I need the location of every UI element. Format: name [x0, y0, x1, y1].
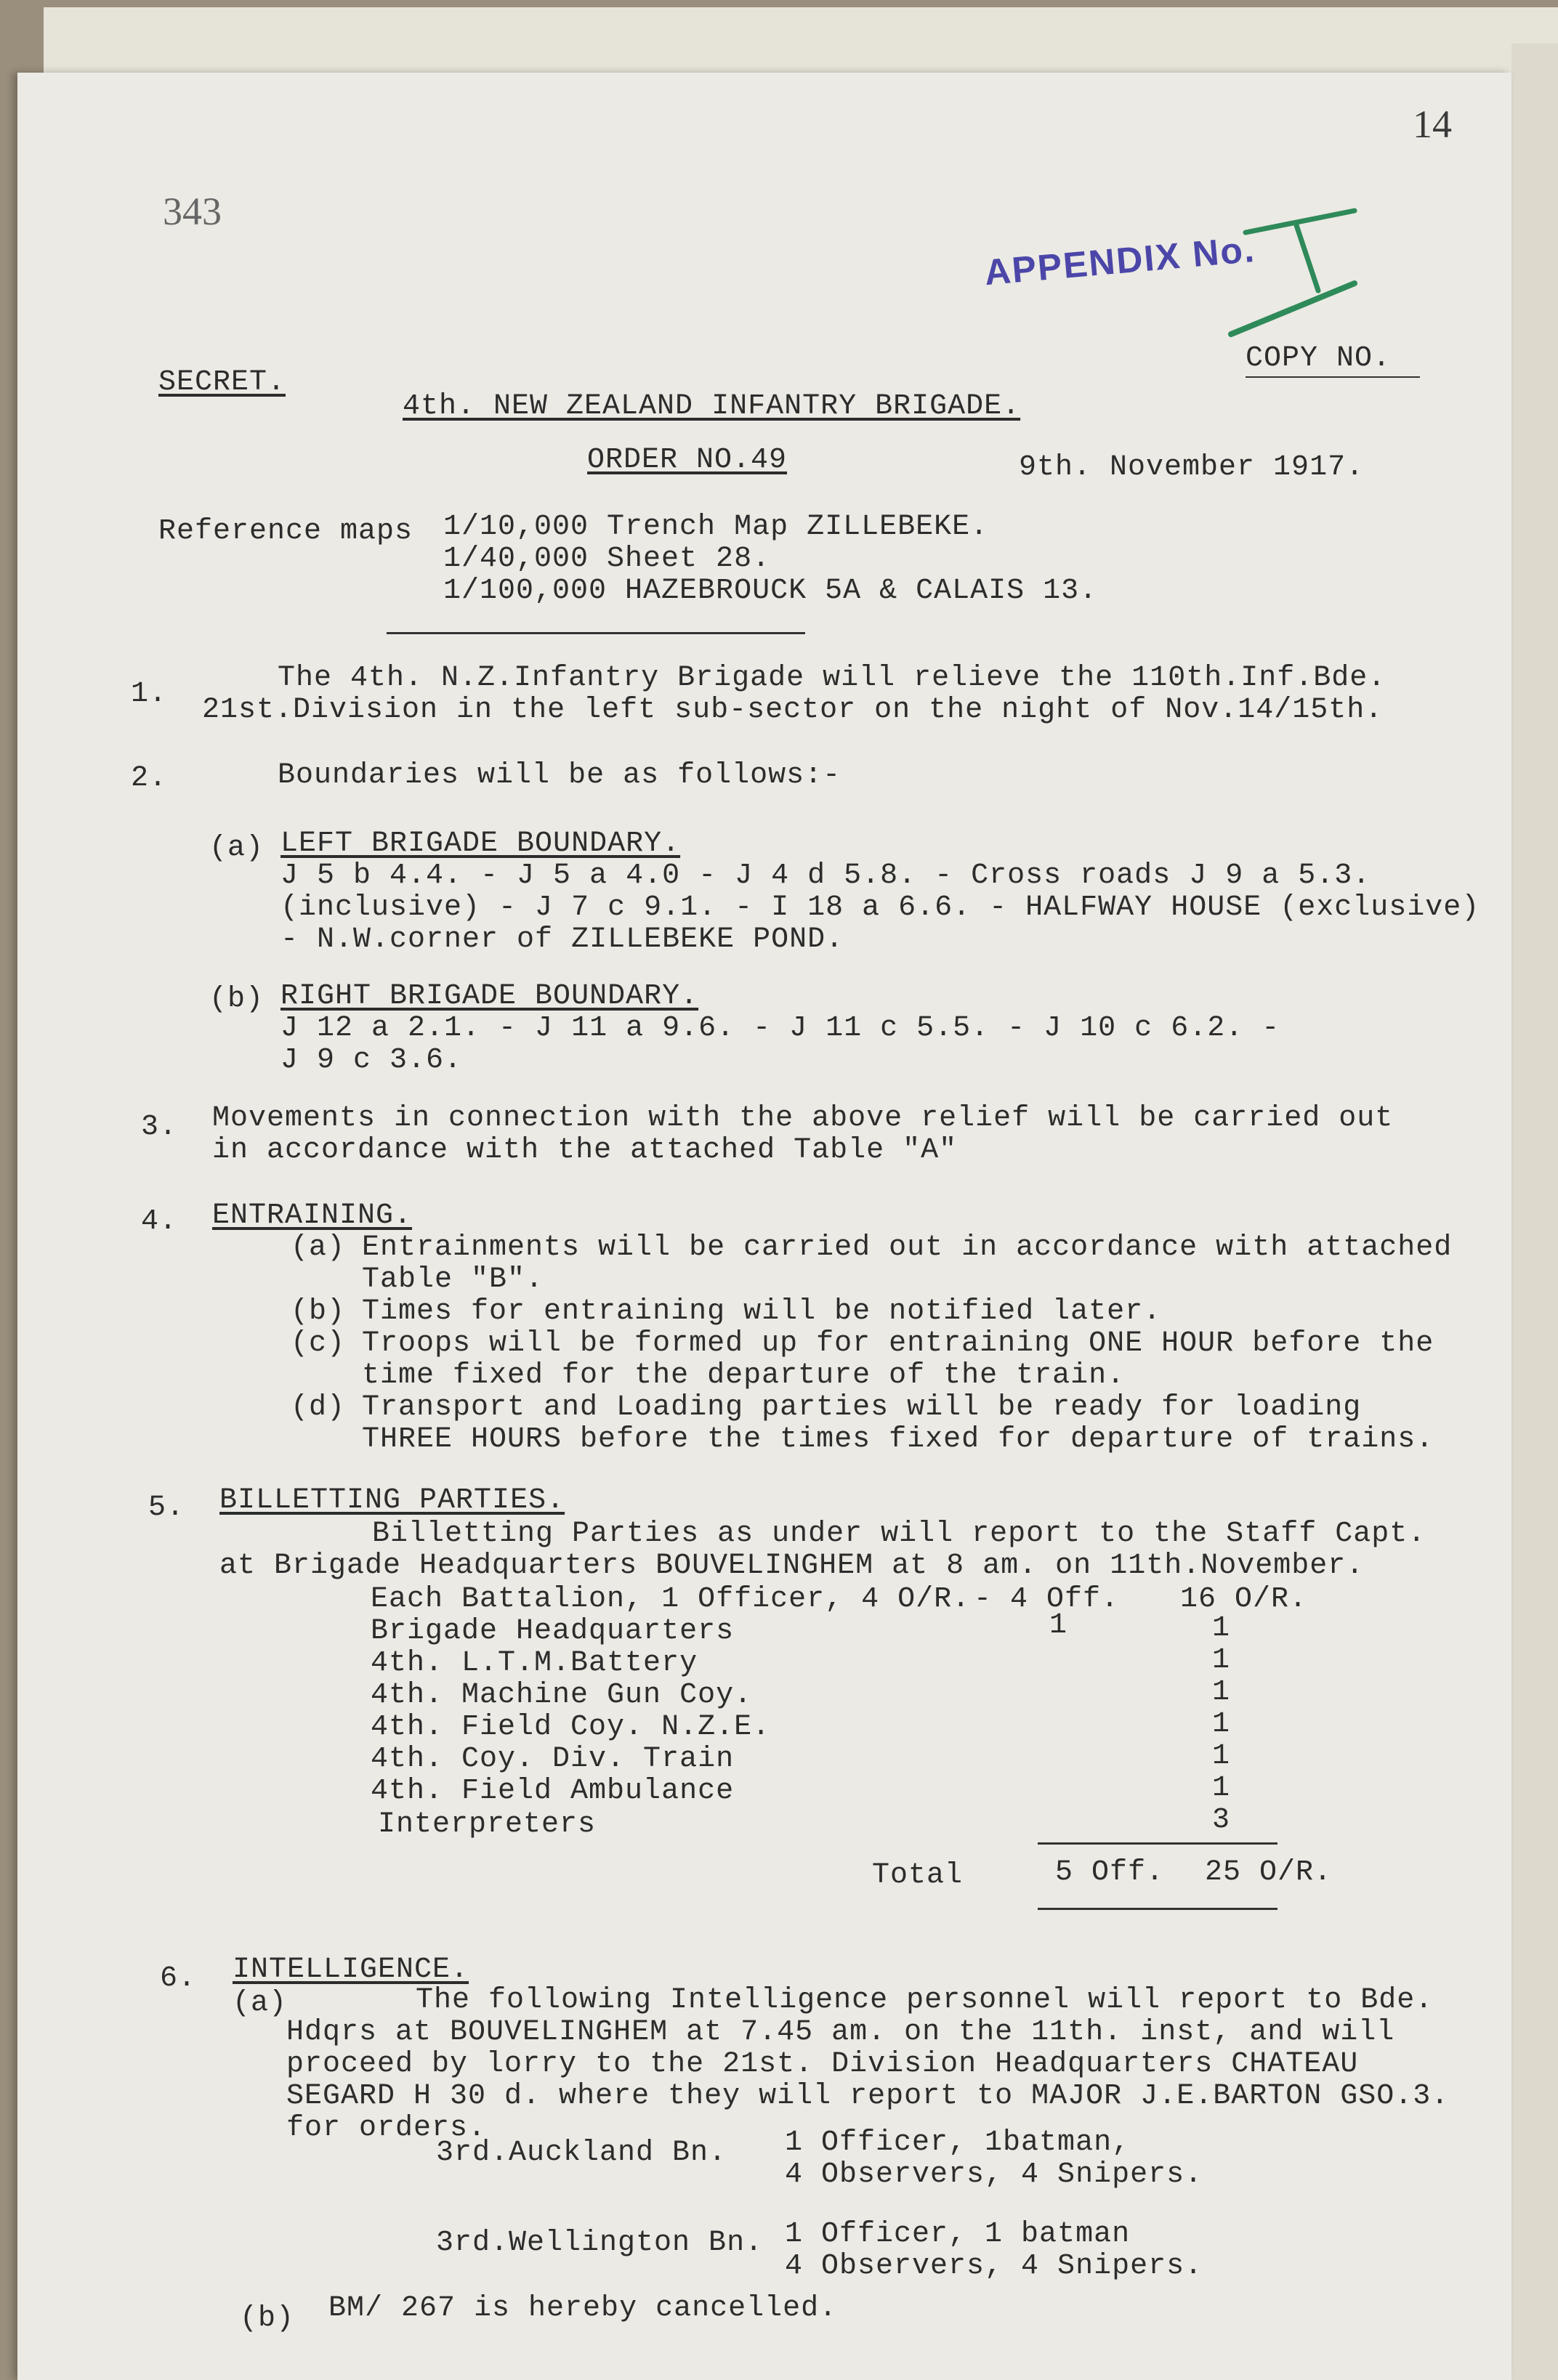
item-label: (d): [291, 1391, 346, 1424]
table-row-unit: Interpreters: [378, 1808, 597, 1841]
document-number: 343: [163, 190, 222, 233]
order-number: ORDER NO.49: [587, 444, 788, 477]
item-text: Table "B".: [362, 1263, 544, 1296]
paragraph-text: Boundaries will be as follows:-: [278, 759, 841, 792]
item-label: (b): [291, 1295, 346, 1328]
paragraph-text: The 4th. N.Z.Infantry Brigade will relieve the 110th.Inf.Bde.: [278, 662, 1387, 695]
paragraph-text: Movements in connection with the above relief will be carried out: [212, 1102, 1394, 1135]
unit-personnel: 1 Officer, 1 batman: [785, 2218, 1131, 2251]
item-label: (b): [240, 2302, 295, 2335]
paragraph-text: proceed by lorry to the 21st. Division Headquarters CHATEAU: [286, 2048, 1359, 2081]
paragraph-number: 6.: [160, 1962, 197, 1995]
item-text: Troops will be formed up for entraining ONE HOUR before the: [362, 1327, 1434, 1360]
appendix-stamp: APPENDIX No.: [982, 228, 1257, 294]
appendix-mark: [1216, 174, 1376, 341]
table-row-other-ranks: 1: [1212, 1612, 1231, 1645]
table-row-other-ranks: 1: [1212, 1772, 1231, 1805]
boundary-line: J 5 b 4.4. - J 5 a 4.0 - J 4 d 5.8. - Cross roads J 9 a 5.3.: [280, 859, 1371, 892]
boundary-line: J 12 a 2.1. - J 11 a 9.6. - J 11 c 5.5. - J 10 c 6.2. -: [280, 1012, 1280, 1045]
item-label: (a): [291, 1231, 346, 1264]
boundary-line: - N.W.corner of ZILLEBEKE POND.: [280, 923, 844, 956]
unit-personnel: 4 Observers, 4 Snipers.: [785, 2158, 1203, 2191]
total-label: Total: [872, 1859, 964, 1892]
paragraph-number: 5.: [148, 1491, 185, 1524]
section-divider: [387, 632, 805, 634]
table-row-unit: Brigade Headquarters: [371, 1615, 735, 1648]
paragraph-number: 2.: [131, 762, 168, 795]
table-row-unit: 4th. L.T.M.Battery: [371, 1647, 698, 1680]
subparagraph-label: (a): [209, 832, 265, 865]
paragraph-text: Hdqrs at BOUVELINGHEM at 7.45 am. on the 11th. inst, and will: [286, 2016, 1395, 2049]
table-row-other-ranks: 16 O/R.: [1180, 1583, 1308, 1616]
paragraph-text: Billetting Parties as under will report to the Staff Capt.: [372, 1518, 1426, 1550]
section-heading: ENTRAINING.: [212, 1199, 413, 1232]
unit-name: 3rd.Wellington Bn.: [436, 2227, 764, 2259]
item-text: Transport and Loading parties will be ready for loading: [362, 1391, 1362, 1424]
item-text: time fixed for the departure of the train.: [362, 1359, 1126, 1392]
item-label: (c): [291, 1327, 346, 1360]
copy-number-underline: [1246, 376, 1420, 378]
paragraph-text: 21st.Division in the left sub-sector on the night of Nov.14/15th.: [202, 694, 1384, 726]
item-text: Times for entraining will be notified later.: [362, 1295, 1162, 1328]
svg-text:I: I: [1216, 174, 1217, 175]
copy-number-label: COPY NO.: [1246, 342, 1392, 375]
total-other-ranks: 25 O/R.: [1205, 1856, 1333, 1889]
paragraph-text: in accordance with the attached Table "A": [212, 1134, 958, 1167]
page-number: 14: [1413, 102, 1452, 146]
classification: SECRET.: [158, 366, 286, 399]
table-row-unit: 4th. Machine Gun Coy.: [371, 1679, 753, 1712]
table-row-other-ranks: 1: [1212, 1708, 1231, 1741]
table-row-other-ranks: 1: [1212, 1676, 1231, 1709]
table-row-unit: 4th. Field Coy. N.Z.E.: [371, 1711, 771, 1744]
table-row-unit: 4th. Field Ambulance: [371, 1775, 735, 1808]
paragraph-text: BM/ 267 is hereby cancelled.: [328, 2292, 838, 2325]
table-row-unit: 4th. Coy. Div. Train: [371, 1743, 735, 1776]
reference-maps-label: Reference maps: [158, 515, 413, 548]
table-row-other-ranks: 3: [1212, 1804, 1231, 1837]
paragraph-text: The following Intelligence personnel will report to Bde.: [416, 1984, 1434, 2017]
item-text: Entrainments will be carried out in accordance with attached: [362, 1231, 1453, 1264]
order-date: 9th. November 1917.: [1019, 451, 1365, 484]
unit-name: 3rd.Auckland Bn.: [436, 2137, 727, 2169]
boundary-line: J 9 c 3.6.: [280, 1044, 463, 1077]
reference-map-line: 1/40,000 Sheet 28.: [443, 543, 771, 575]
subparagraph-title: LEFT BRIGADE BOUNDARY.: [280, 827, 681, 860]
item-text: THREE HOURS before the times fixed for departure of trains.: [362, 1423, 1434, 1456]
total-officers: 5 Off.: [1055, 1856, 1165, 1889]
paragraph-number: 4.: [141, 1205, 178, 1238]
table-row-officers: - 4 Off.: [974, 1583, 1120, 1616]
table-row-unit: Each Battalion, 1 Officer, 4 O/R.: [371, 1583, 971, 1616]
reference-map-line: 1/10,000 Trench Map ZILLEBEKE.: [443, 511, 989, 543]
table-row-other-ranks: 1: [1212, 1644, 1231, 1677]
reference-map-line: 1/100,000 HAZEBROUCK 5A & CALAIS 13.: [443, 575, 1098, 607]
document-title: 4th. NEW ZEALAND INFANTRY BRIGADE.: [403, 390, 1021, 423]
table-row-other-ranks: 1: [1212, 1740, 1231, 1773]
document-page: [17, 73, 1511, 2380]
unit-personnel: 1 Officer, 1batman,: [785, 2126, 1131, 2159]
item-label: (a): [233, 1987, 288, 2020]
adjacent-page-edge: [1511, 44, 1558, 2380]
total-rule: [1038, 1908, 1278, 1910]
paragraph-number: 3.: [141, 1111, 178, 1144]
subparagraph-title: RIGHT BRIGADE BOUNDARY.: [280, 980, 699, 1013]
section-heading: BILLETTING PARTIES.: [219, 1484, 565, 1517]
total-rule: [1038, 1842, 1278, 1845]
paragraph-text: SEGARD H 30 d. where they will report to MAJOR J.E.BARTON GSO.3.: [286, 2080, 1450, 2113]
paragraph-text: at Brigade Headquarters BOUVELINGHEM at 8 am. on 11th.November.: [219, 1550, 1365, 1582]
section-heading: INTELLIGENCE.: [233, 1954, 469, 1986]
paragraph-number: 1.: [131, 678, 168, 711]
unit-personnel: 4 Observers, 4 Snipers.: [785, 2250, 1203, 2283]
paragraph-text: for orders.: [286, 2112, 487, 2145]
boundary-line: (inclusive) - J 7 c 9.1. - I 18 a 6.6. - HALFWAY HOUSE (exclusive): [280, 891, 1480, 924]
subparagraph-label: (b): [209, 983, 265, 1016]
table-row-officers: 1: [1049, 1609, 1068, 1642]
